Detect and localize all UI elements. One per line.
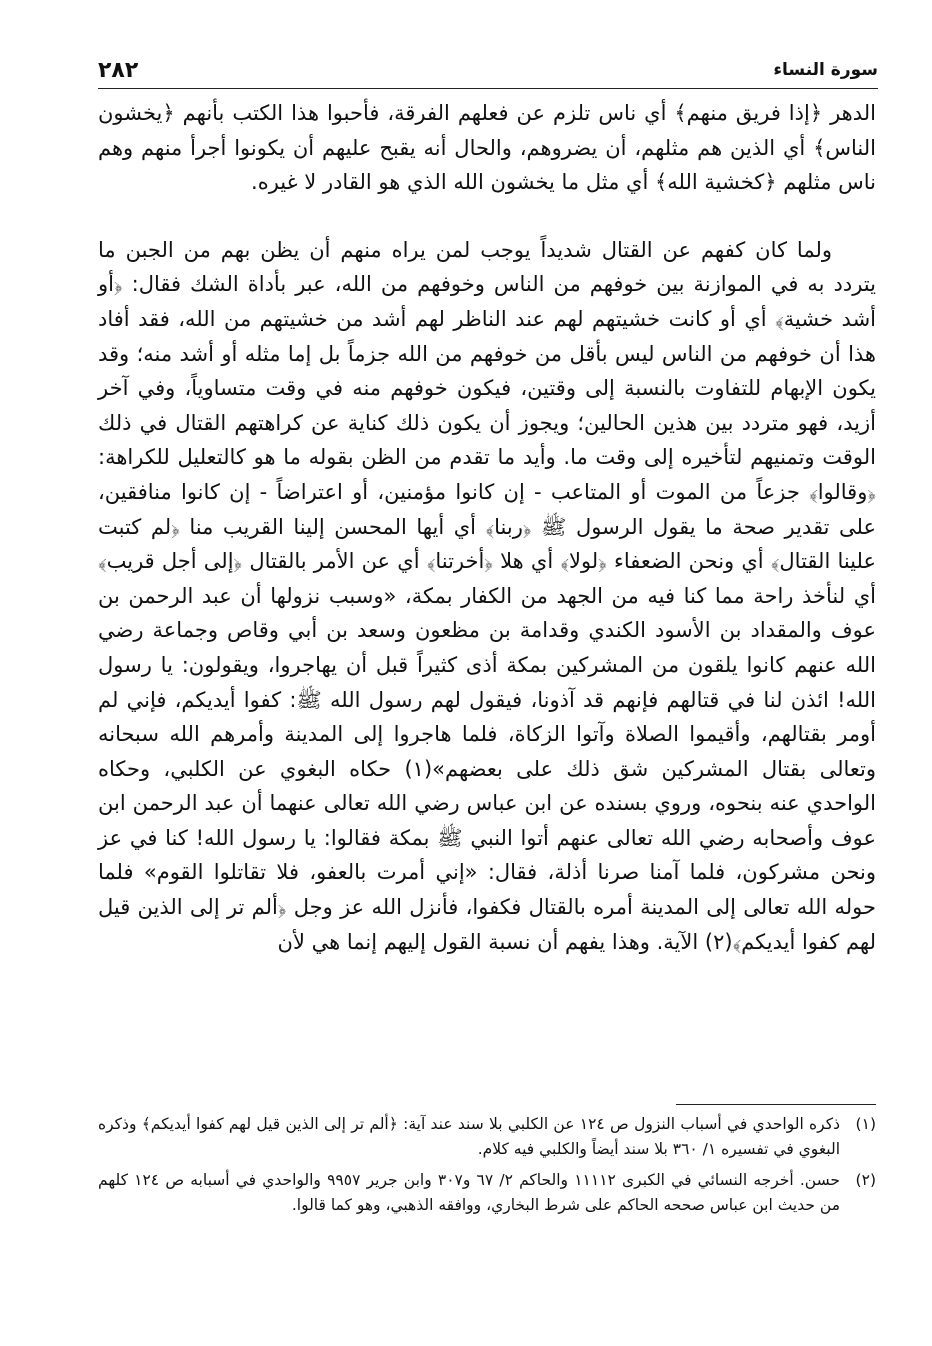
page-header [98, 58, 878, 89]
footnote-2 [98, 1168, 876, 1218]
footnote-number: (١) [855, 1115, 876, 1133]
footnote-number: (٢) [855, 1171, 876, 1189]
paragraph-1: الدهر ﴿إذا فريق منهم﴾ أي ناس تلزم عن فعلهم الفرقة، فأحبوا هذا الكتب بأنهم ﴿يخشون الناس﴾ أي الذين هم مثلهم، أن يضروهم، والحال أنه يقبح عليهم أن يكونوا أجرأ منهم وهم ناس مثلهم ﴿كخشية الله﴾ أي مثل ما يخشون الله الذي هو القادر لا غيره. [98, 101, 876, 195]
footnote-text: حسن. أخرجه النسائي في الكبرى ١١١١٢ والحاكم ٢/ ٦٧ و٣٠٧ وابن جرير ٩٩٥٧ والواحدي في أسبابه ص ١٢٤ كلهم من حديث ابن عباس صححه الحاكم على شرط البخاري، ووافقه الذهبي، وهو كما قالوا. [98, 1171, 840, 1214]
footnote-divider [676, 1104, 876, 1105]
page-number: ٢٨٢ [98, 58, 139, 83]
footnote-1 [98, 1112, 876, 1162]
main-text [98, 96, 876, 959]
footnotes [98, 1112, 876, 1224]
surah-title: سورة النساء [773, 60, 878, 80]
footnote-text: ذكره الواحدي في أسباب النزول ص ١٢٤ عن الكلبي بلا سند عند آية: ﴿ألم تر إلى الذين قيل لهم كفوا أيديكم﴾ وذكره البغوي في تفسيره ١/ ٣٦٠ بلا سند أيضاً والكلبي فيه كلام. [98, 1115, 840, 1158]
paragraph-2: ولما كان كفهم عن القتال شديداً يوجب لمن يراه منهم أن يظن بهم من الجبن ما يتردد به في الموازنة بين خوفهم من الناس وخوفهم من الله، عبر بأداة الشك فقال: ﴿أو أشد خشية﴾ أي أو كانت خشيتهم لهم عند الناظر لهم أشد من خشيتهم من الله، فقد أفاد هذا أن خوفهم من الناس ليس بأقل من خوفهم من الله جزماً بل إما مثله أو أشد منه؛ وقد يكون الإبهام للتفاوت بالنسبة إلى وقتين، فيكون خوفهم منه في وقت متساوياً، وفي آخر أزيد، فهو متردد بين هذين الحالين؛ ويجوز أن يكون ذلك كناية عن كراهتهم القتال في ذلك الوقت وتمنيهم لتأخيره إلى وقت ما. وأيد ما تقدم من الظن بقوله ما هو كالتعليل للكراهة: ﴿وقالوا﴾ جزعاً من الموت أو المتاعب - إن كانوا مؤمنين، أو اعتراضاً - إن كانوا منافقين، على تقدير صحة ما يقول الرسول ﷺ ﴿ربنا﴾ أي أيها المحسن إلينا القريب منا ﴿لم كتبت علينا القتال﴾ أي ونحن الضعفاء ﴿لولا﴾ أي هلا ﴿أخرتنا﴾ أي عن الأمر بالقتال ﴿إلى أجل قريب﴾ أي لنأخذ راحة مما كنا فيه من الجهد من الكفار بمكة، «وسبب نزولها أن عبد الرحمن بن عوف والمقداد بن الأسود الكندي وقدامة بن مظعون وسعد بن أبي وقاص وجماعة رضي الله عنهم كانوا يلقون من المشركين بمكة أذى كثيراً قبل أن يهاجروا، ويقولون: يا رسول الله! ائذن لنا في قتالهم فإنهم قد آذونا، فيقول لهم رسول الله ﷺ: كفوا أيديكم، فإني لم أومر بقتالهم، وأقيموا الصلاة وآتوا الزكاة، فلما هاجروا إلى المدينة وأمرهم الله سبحانه وتعالى بقتال المشركين شق ذلك على بعضهم»(١) حكاه البغوي عن الكلبي، وحكاه الواحدي عنه بنحوه، وروي بسنده عن ابن عباس رضي الله تعالى عنهما أن عبد الرحمن ابن عوف وأصحابه رضي الله تعالى عنهم أتوا النبي ﷺ بمكة فقالوا: يا رسول الله! كنا في عز ونحن مشركون، فلما آمنا صرنا أذلة، فقال: «إني أمرت بالعفو، فلا تقاتلوا القوم» فلما حوله الله تعالى إلى المدينة أمره بالقتال فكفوا، فأنزل الله عز وجل ﴿ألم تر إلى الذين قيل لهم كفوا أيديكم﴾(٢) الآية. وهذا يفهم أن نسبة القول إليهم إنما هي لأن [98, 237, 876, 954]
